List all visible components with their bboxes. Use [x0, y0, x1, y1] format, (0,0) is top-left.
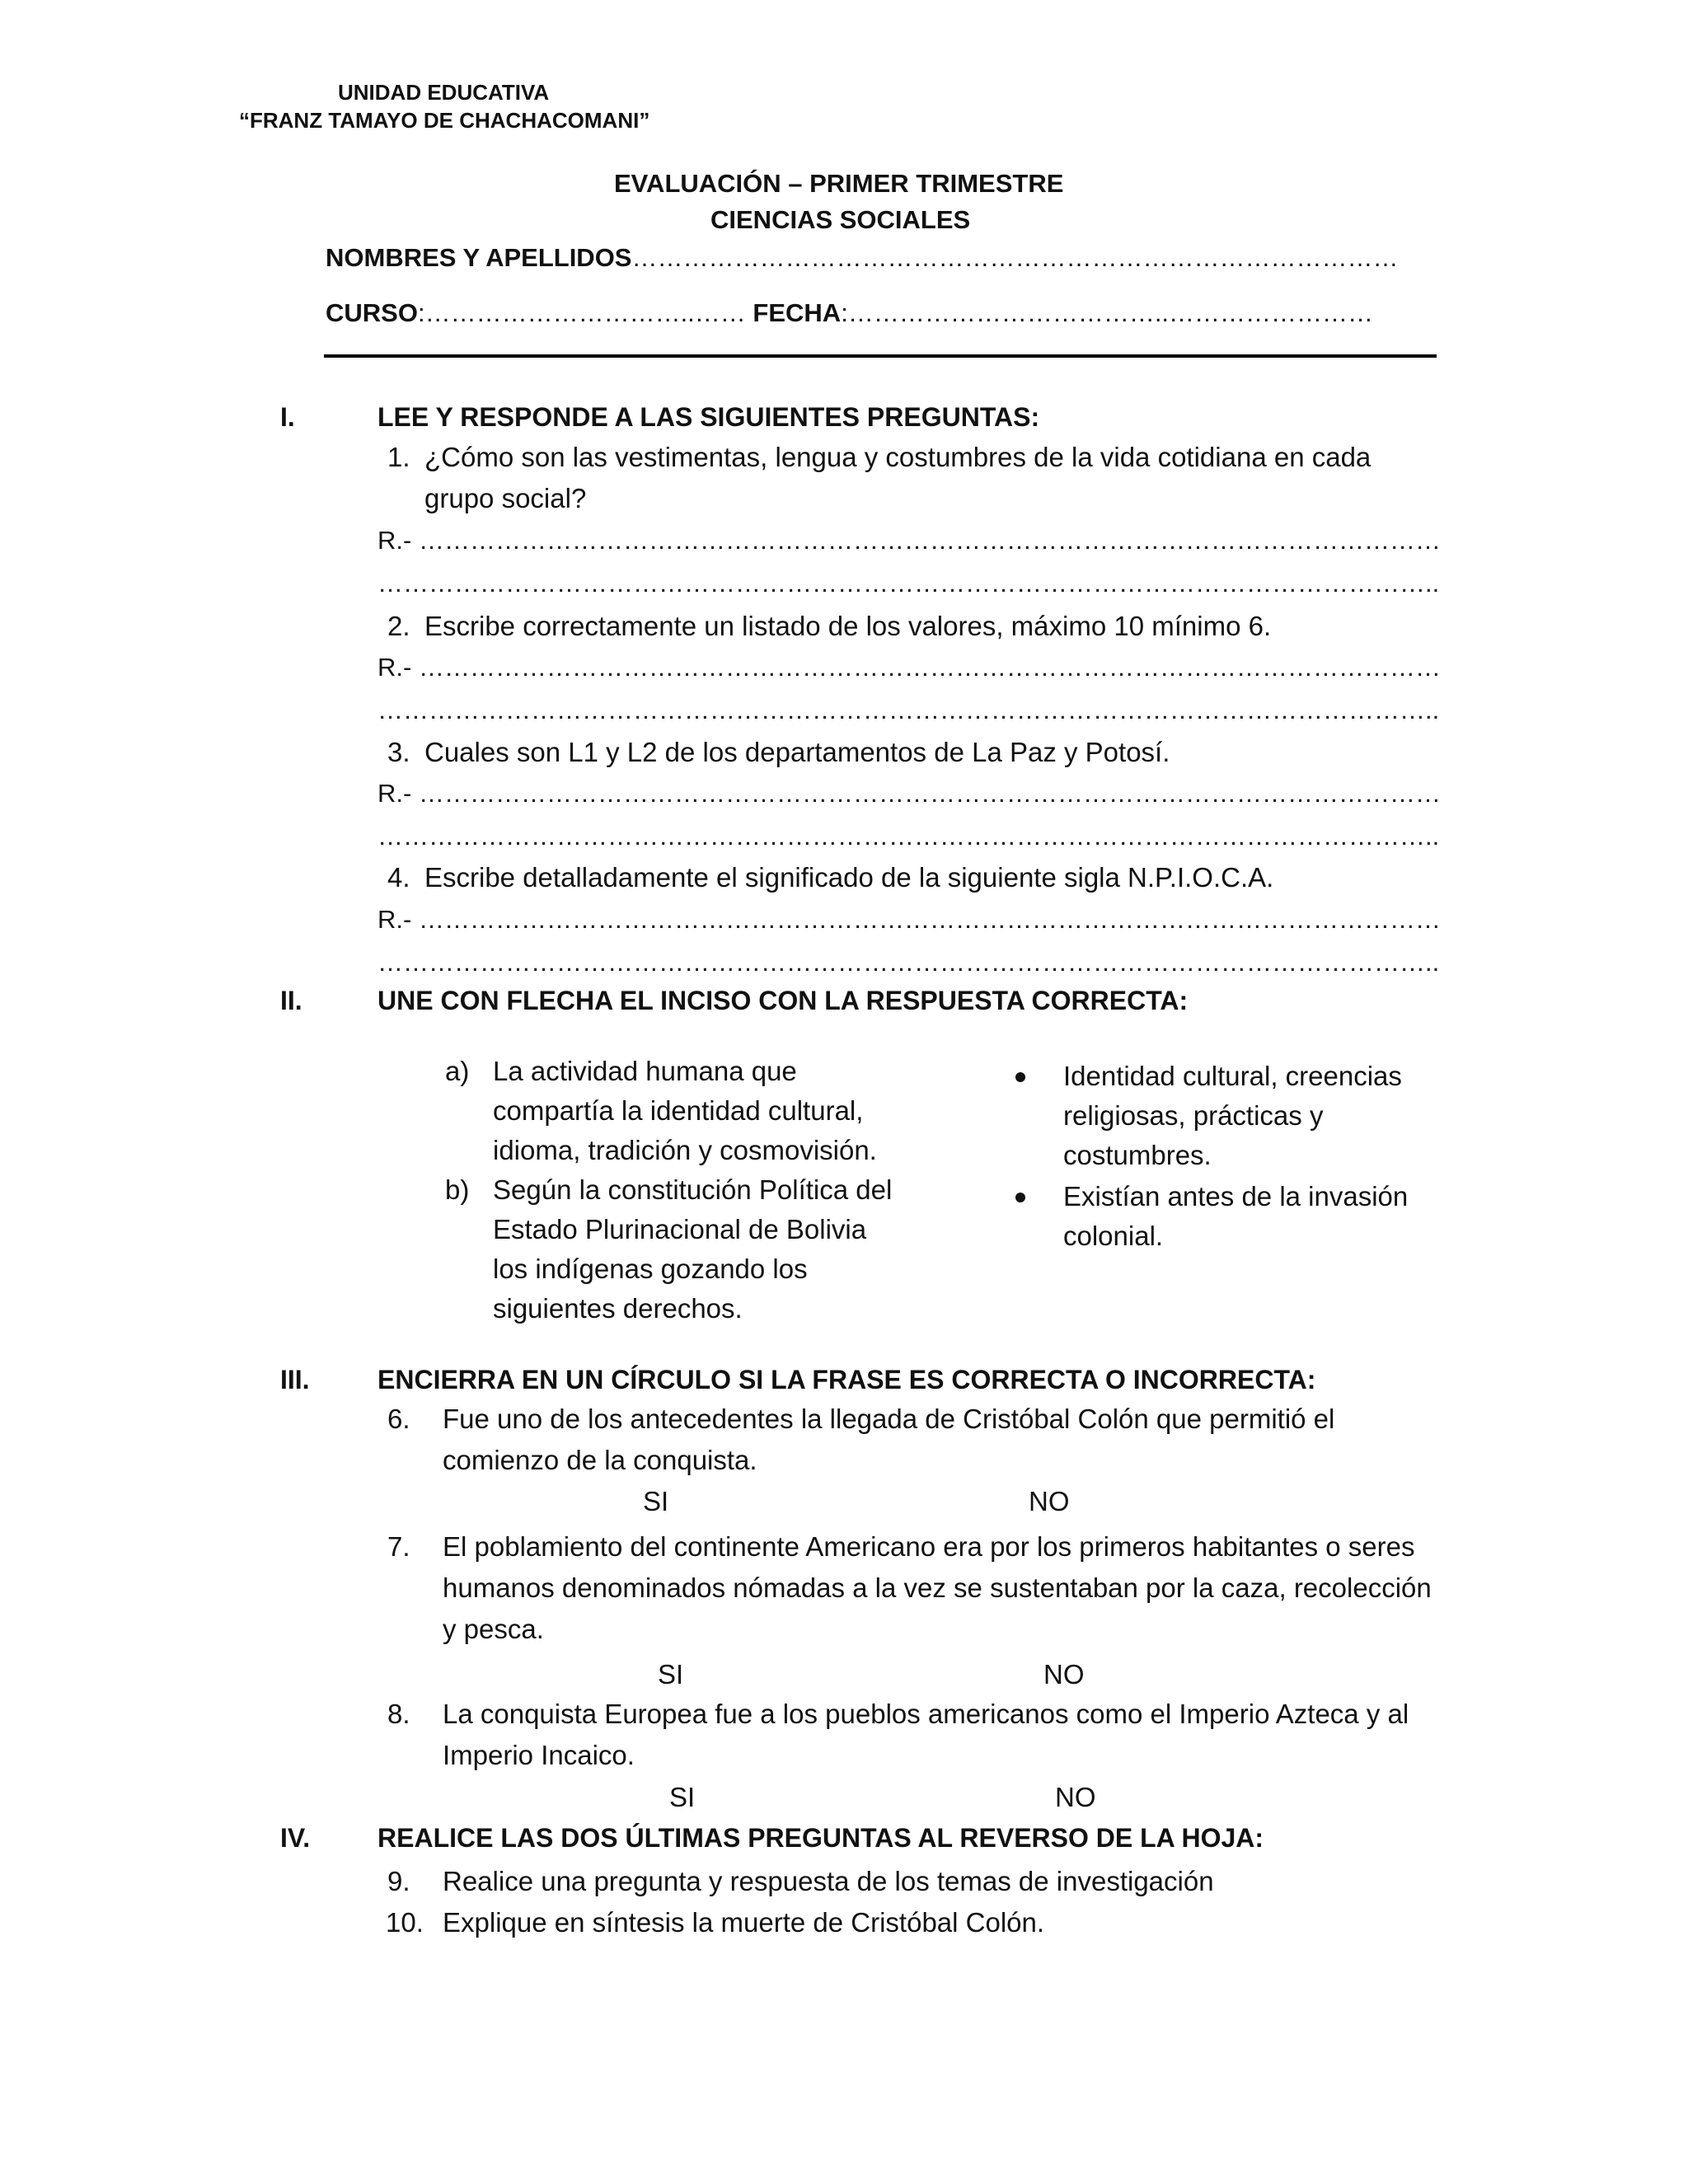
- question-2-text: Escribe correctamente un listado de los valores, máximo 10 mínimo 6.: [424, 611, 1272, 641]
- match-item-a-label: a): [445, 1056, 470, 1086]
- question-6-line: comienzo de la conquista.: [443, 1445, 757, 1475]
- section-2-number: II.: [280, 986, 302, 1015]
- match-item-a[interactable]: [493, 1052, 877, 1170]
- question-1-number: 1.: [387, 442, 410, 472]
- school-name-line1: UNIDAD EDUCATIVA: [338, 80, 550, 105]
- match-item-b-line: Estado Plurinacional de Bolivia: [493, 1214, 867, 1244]
- question-7-number: 7.: [387, 1531, 410, 1562]
- answer-dots: …………………………………………………………………………………………………………: [418, 779, 1441, 808]
- section-1-number: I.: [280, 402, 295, 432]
- option-si[interactable]: SI: [643, 1486, 669, 1516]
- name-dots: ………………………………………………………………………………: [631, 243, 1399, 272]
- match-item-b-line: siguientes derechos.: [493, 1293, 743, 1324]
- option-si[interactable]: SI: [658, 1659, 684, 1690]
- answer-1-line2[interactable]: ……………………………………………………………………………………………………………..: [377, 569, 1440, 598]
- question-9-number: 9.: [387, 1866, 410, 1896]
- name-field[interactable]: [326, 243, 1399, 273]
- question-1-text-line1: ¿Cómo son las vestimentas, lengua y costumbres de la vida cotidiana en cada: [424, 442, 1372, 472]
- match-item-b-label: b): [445, 1174, 470, 1205]
- match-item-a-line: La actividad humana que: [493, 1056, 797, 1086]
- question-7-line: humanos denominados nómadas a la vez se sustentaban por la caza, recolección: [443, 1572, 1432, 1603]
- option-no[interactable]: NO: [1029, 1486, 1070, 1516]
- match-item-b-line: Según la constitución Política del: [493, 1174, 893, 1205]
- question-7-line: y pesca.: [443, 1614, 544, 1644]
- section-3-number: III.: [280, 1365, 310, 1394]
- answer-2-line1[interactable]: [377, 653, 1441, 682]
- match-item-b[interactable]: [493, 1170, 892, 1329]
- question-3-text: Cuales son L1 y L2 de los departamentos de La Paz y Potosí.: [424, 737, 1170, 767]
- question-4-text: Escribe detalladamente el significado de la siguiente sigla N.P.I.O.C.A.: [424, 862, 1274, 893]
- question-6-number: 6.: [387, 1404, 410, 1434]
- answer-prefix: R.-: [377, 779, 412, 808]
- question-10-number: 10.: [386, 1907, 424, 1938]
- answer-dots: …………………………………………………………………………………………………………: [418, 905, 1441, 934]
- name-label: NOMBRES Y APELLIDOS: [326, 243, 632, 272]
- question-9-text: Realice una pregunta y respuesta de los temas de investigación: [443, 1866, 1214, 1896]
- match-item-b-line: los indígenas gozando los: [493, 1254, 808, 1284]
- answer-4-line2[interactable]: ……………………………………………………………………………………………………………..: [377, 948, 1440, 977]
- question-4-number: 4.: [387, 862, 410, 893]
- match-answer-2-line: Existían antes de la invasión: [1063, 1181, 1409, 1212]
- question-6-line: Fue uno de los antecedentes la llegada de Cristóbal Colón que permitió el: [443, 1404, 1335, 1434]
- course-dots[interactable]: :…………………………..……: [417, 298, 746, 327]
- match-answer-1-line: costumbres.: [1063, 1140, 1212, 1170]
- answer-prefix: R.-: [377, 653, 412, 682]
- answer-prefix: R.-: [377, 526, 412, 555]
- school-name-line2: “FRANZ TAMAYO DE CHACHACOMANI”: [239, 108, 650, 133]
- match-answer-1-line: Identidad cultural, creencias: [1063, 1061, 1402, 1091]
- question-3-number: 3.: [387, 737, 410, 767]
- exam-subject: CIENCIAS SOCIALES: [710, 205, 971, 234]
- date-label: FECHA: [753, 298, 842, 327]
- question-1-text-line2: grupo social?: [424, 483, 587, 513]
- match-item-a-line: idioma, tradición y cosmovisión.: [493, 1135, 877, 1165]
- section-3-title: ENCIERRA EN UN CÍRCULO SI LA FRASE ES CORRECTA O INCORRECTA:: [377, 1365, 1316, 1394]
- bullet-icon: [1015, 1192, 1025, 1207]
- exam-title: EVALUACIÓN – PRIMER TRIMESTRE: [614, 169, 1064, 198]
- course-date-row: [326, 298, 1373, 328]
- question-8-line: Imperio Incaico.: [443, 1740, 635, 1770]
- match-answer-1-line: religiosas, prácticas y: [1063, 1100, 1324, 1131]
- question-2-number: 2.: [387, 611, 410, 641]
- question-8-line: La conquista Europea fue a los pueblos americanos como el Imperio Azteca y al: [443, 1699, 1409, 1729]
- date-dots[interactable]: :………………………………..……………………: [841, 298, 1374, 327]
- answer-3-line1[interactable]: [377, 779, 1441, 808]
- question-7-text: [443, 1526, 1432, 1650]
- section-2-title: UNE CON FLECHA EL INCISO CON LA RESPUESTA CORRECTA:: [377, 986, 1189, 1015]
- header-divider: [324, 354, 1437, 358]
- question-8-text: [443, 1694, 1409, 1776]
- answer-dots: …………………………………………………………………………………………………………: [418, 526, 1441, 555]
- course-label: CURSO: [326, 298, 418, 327]
- section-4-title: REALICE LAS DOS ÚLTIMAS PREGUNTAS AL REVERSO DE LA HOJA:: [377, 1823, 1264, 1853]
- section-1-title: LEE Y RESPONDE A LAS SIGUIENTES PREGUNTAS:: [377, 402, 1040, 432]
- answer-1-line1[interactable]: [377, 526, 1441, 555]
- question-7-line: El poblamiento del continente Americano era por los primeros habitantes o seres: [443, 1531, 1415, 1562]
- option-no[interactable]: NO: [1055, 1782, 1096, 1812]
- bullet-icon: [1015, 1071, 1025, 1086]
- match-answer-2-line: colonial.: [1063, 1221, 1164, 1251]
- answer-4-line1[interactable]: [377, 905, 1441, 935]
- option-si[interactable]: SI: [669, 1782, 696, 1812]
- answer-dots: …………………………………………………………………………………………………………: [418, 653, 1441, 682]
- match-item-a-line: compartía la identidad cultural,: [493, 1095, 864, 1126]
- question-6-text: [443, 1399, 1334, 1481]
- answer-prefix: R.-: [377, 905, 412, 934]
- question-8-number: 8.: [387, 1699, 410, 1729]
- answer-2-line2[interactable]: ……………………………………………………………………………………………………………..: [377, 696, 1440, 724]
- question-10-text: Explique en síntesis la muerte de Cristóbal Colón.: [443, 1907, 1045, 1938]
- section-4-number: IV.: [280, 1823, 311, 1853]
- option-no[interactable]: NO: [1043, 1659, 1085, 1690]
- match-answer-1[interactable]: [1063, 1057, 1402, 1175]
- match-answer-2[interactable]: [1063, 1177, 1408, 1256]
- answer-3-line2[interactable]: ……………………………………………………………………………………………………………..: [377, 822, 1440, 851]
